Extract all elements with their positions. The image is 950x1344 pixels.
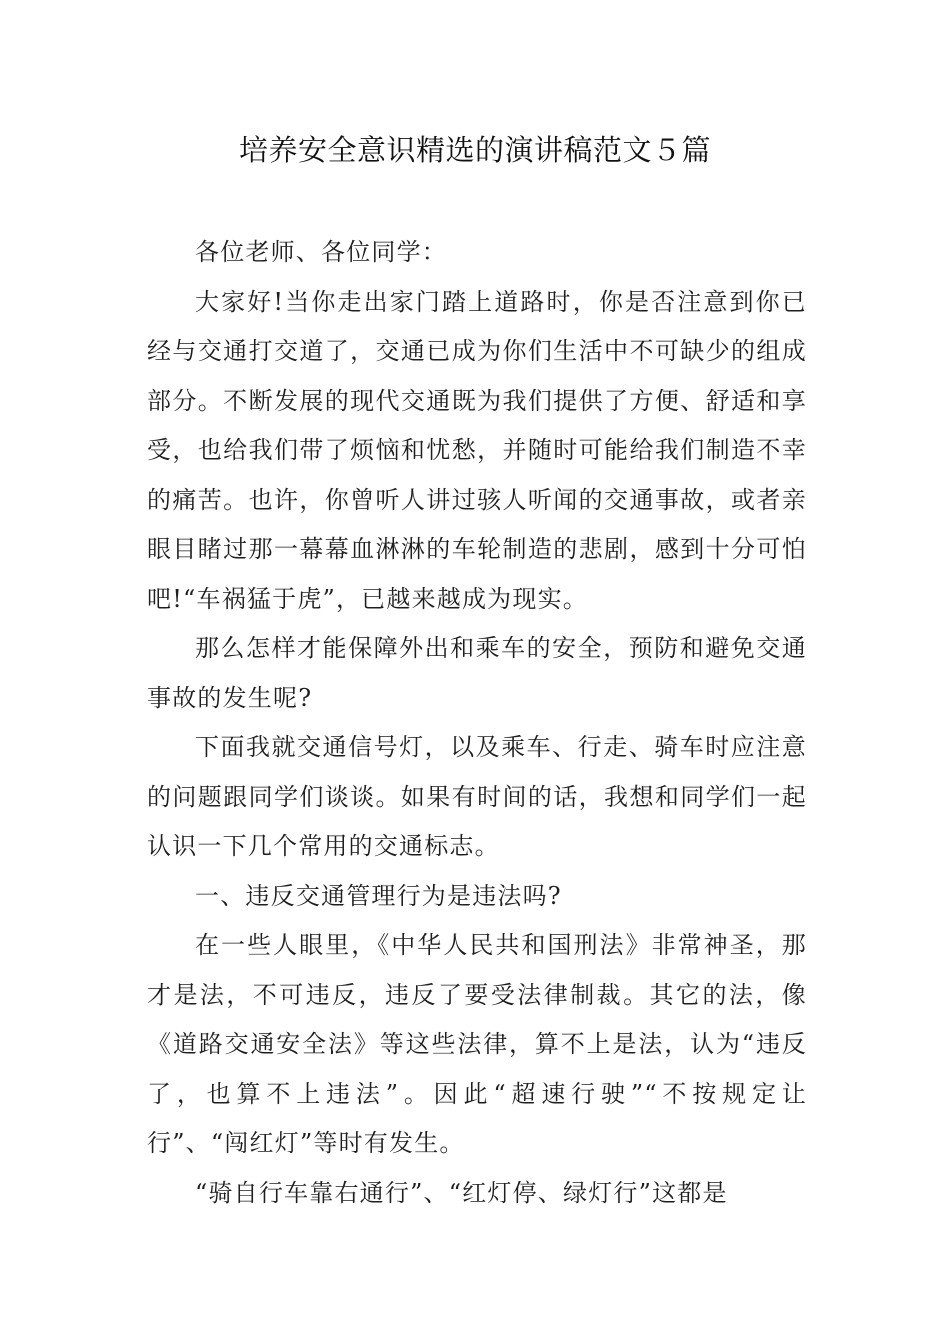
document-body [147, 228, 807, 1218]
body-paragraph: “骑自行车靠右通行”、“红灯停、绿灯行”这都是 [195, 1178, 728, 1207]
body-paragraph: 在一些人眼里，《中华人民共和国刑法》非常神圣，那才是法，不可违反，违反了要受法律制裁。其它的法，像《道路交通安全法》等这些法律，算不上是法，认为“违反了，也算不上违法”。因此“超速行驶”“不按规定让行”、“闯红灯”等时有发生。 [147, 931, 807, 1157]
section-heading: 一、违反交通管理行为是违法吗? [195, 881, 562, 910]
document-title: 培养安全意识精选的演讲稿范文５篇 [238, 133, 711, 167]
body-paragraph: 下面我就交通信号灯，以及乘车、行走、骑车时应注意的问题跟同学们谈谈。如果有时间的话，我想和同学们一起认识一下几个常用的交通标志。 [147, 733, 807, 860]
salutation-paragraph: 各位老师、各位同学： [195, 238, 447, 266]
body-paragraph: 那么怎样才能保障外出和乘车的安全，预防和避免交通事故的发生呢? [147, 634, 807, 712]
body-paragraph: 大家好!当你走出家门踏上道路时，你是否注意到你已经与交通打交道了，交通已成为你们生活中不可缺少的组成部分。不断发展的现代交通既为我们提供了方便、舒适和享受，也给我们带了烦恼和忧愁，并随时可能给我们制造不幸的痛苦。也许，你曾听人讲过骇人听闻的交通事故，或者亲眼目睹过那一幕幕血淋淋的车轮制造的悲剧，感到十分可怕吧!“车祸猛于虎”，已越来越成为现实。 [147, 287, 807, 613]
